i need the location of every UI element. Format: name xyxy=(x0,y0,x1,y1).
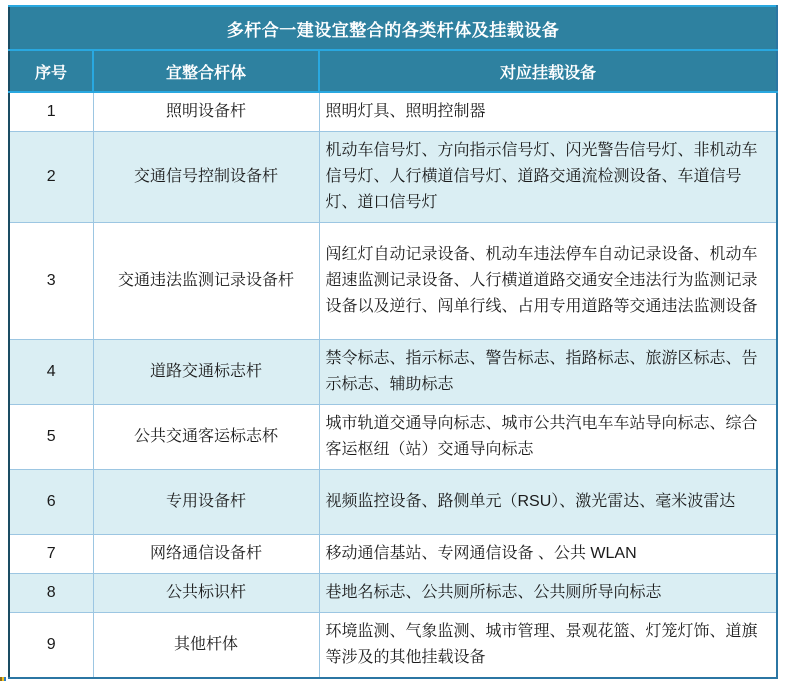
row-devices: 视频监控设备、路侧单元（RSU）、激光雷达、毫米波雷达 xyxy=(319,470,777,535)
row-seq: 9 xyxy=(9,613,93,679)
row-devices: 移动通信基站、专网通信设备 、公共 WLAN xyxy=(319,535,777,574)
row-devices: 禁令标志、指示标志、警告标志、指路标志、旅游区标志、告示标志、辅助标志 xyxy=(319,340,777,405)
row-pole: 照明设备杆 xyxy=(93,92,319,132)
column-header-seq: 序号 xyxy=(9,50,93,92)
row-pole: 道路交通标志杆 xyxy=(93,340,319,405)
row-devices: 城市轨道交通导向标志、城市公共汽电车车站导向标志、综合客运枢纽（站）交通导向标志 xyxy=(319,405,777,470)
poles-table xyxy=(8,5,778,679)
row-pole: 网络通信设备杆 xyxy=(93,535,319,574)
table-row xyxy=(9,470,777,535)
row-seq: 4 xyxy=(9,340,93,405)
row-seq: 8 xyxy=(9,574,93,613)
row-seq: 6 xyxy=(9,470,93,535)
row-pole: 公共标识杆 xyxy=(93,574,319,613)
table-row xyxy=(9,92,777,132)
row-devices: 照明灯具、照明控制器 xyxy=(319,92,777,132)
table-row xyxy=(9,535,777,574)
column-header-devices: 对应挂载设备 xyxy=(319,50,777,92)
row-seq: 2 xyxy=(9,132,93,223)
row-devices: 机动车信号灯、方向指示信号灯、闪光警告信号灯、非机动车信号灯、人行横道信号灯、道路交通流检测设备、车道信号灯、道口信号灯 xyxy=(319,132,777,223)
row-seq: 3 xyxy=(9,223,93,340)
row-devices: 巷地名标志、公共厕所标志、公共厕所导向标志 xyxy=(319,574,777,613)
artifact-swatch xyxy=(4,677,6,681)
table-row xyxy=(9,223,777,340)
table-title-row xyxy=(9,6,777,50)
table-row xyxy=(9,132,777,223)
table-row xyxy=(9,574,777,613)
row-seq: 1 xyxy=(9,92,93,132)
column-header-pole: 宜整合杆体 xyxy=(93,50,319,92)
screenshot-corner-artifact xyxy=(0,677,6,681)
table-title: 多杆合一建设宜整合的各类杆体及挂载设备 xyxy=(9,6,777,50)
row-seq: 7 xyxy=(9,535,93,574)
row-seq: 5 xyxy=(9,405,93,470)
table-row xyxy=(9,340,777,405)
table-header-row xyxy=(9,50,777,92)
row-pole: 交通违法监测记录设备杆 xyxy=(93,223,319,340)
row-pole: 专用设备杆 xyxy=(93,470,319,535)
row-devices: 闯红灯自动记录设备、机动车违法停车自动记录设备、机动车超速监测记录设备、人行横道道路交通安全违法行为监测记录设备以及逆行、闯单行线、占用专用道路等交通违法监测设备 xyxy=(319,223,777,340)
row-pole: 其他杆体 xyxy=(93,613,319,679)
row-devices: 环境监测、气象监测、城市管理、景观花篮、灯笼灯饰、道旗等涉及的其他挂载设备 xyxy=(319,613,777,679)
row-pole: 交通信号控制设备杆 xyxy=(93,132,319,223)
row-pole: 公共交通客运标志杯 xyxy=(93,405,319,470)
table-row xyxy=(9,405,777,470)
table-row xyxy=(9,613,777,679)
